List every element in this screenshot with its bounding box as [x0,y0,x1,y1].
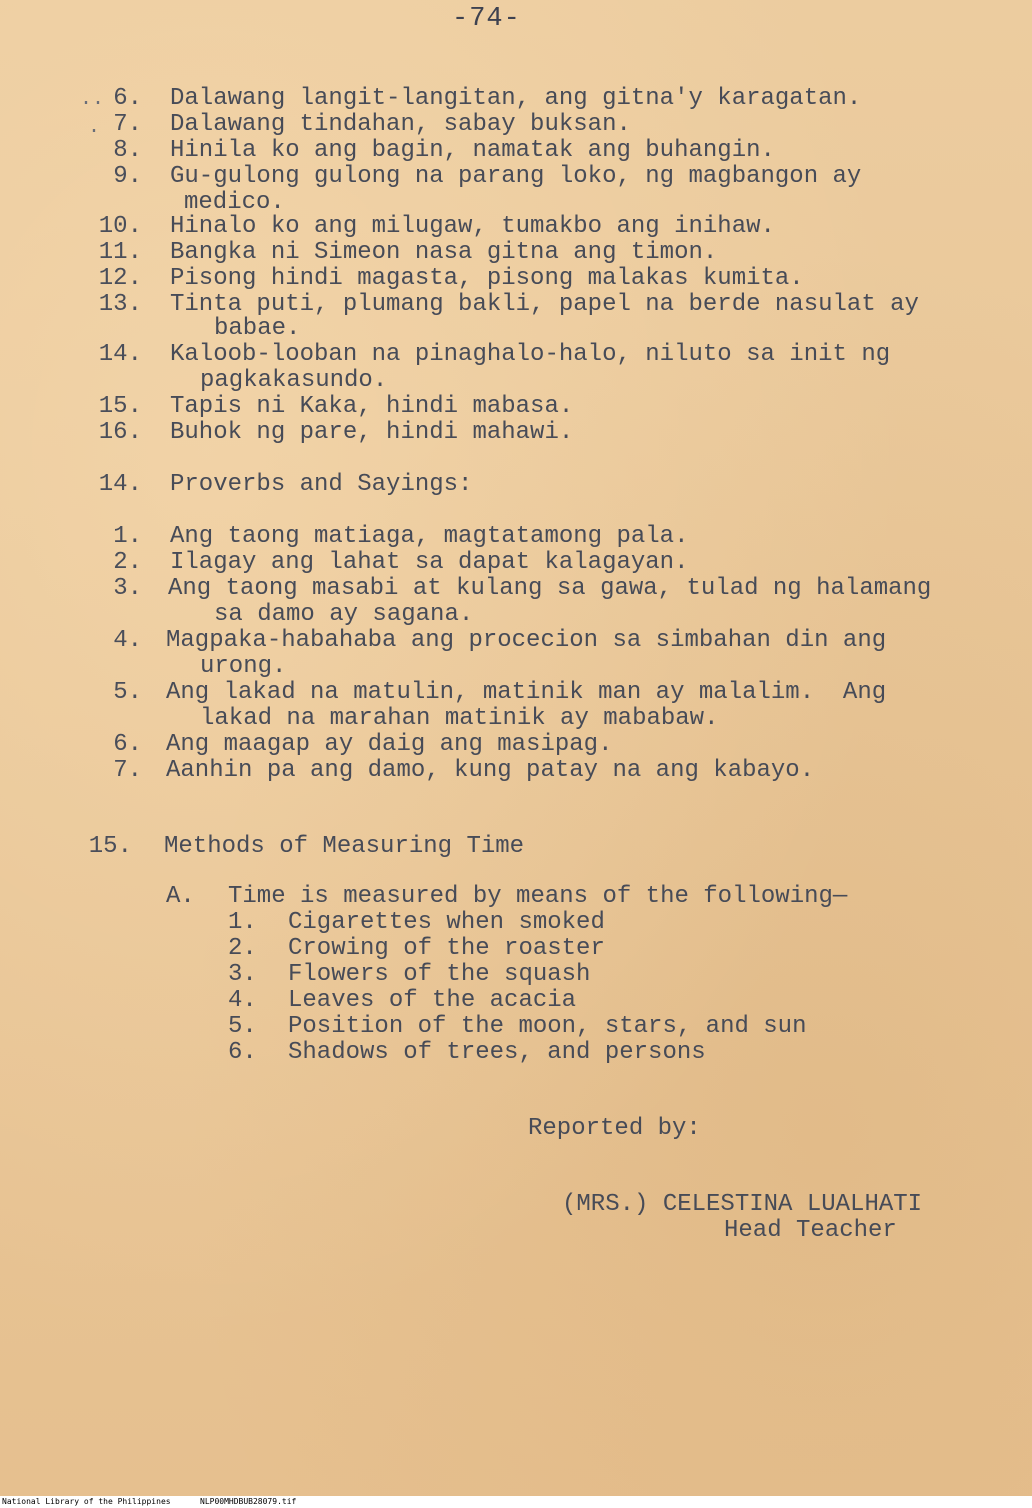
proverb-continuation: lakad na marahan matinik ay mababaw. [200,705,719,732]
proverb-number: 6. [113,731,142,758]
time-item-text: Shadows of trees, and persons [288,1039,706,1066]
time-item-number: 4. [228,987,257,1014]
riddle-number: 13. [98,291,142,318]
riddle-number: 15. [98,393,142,420]
proverb-number: 2. [113,549,142,576]
time-item-text: Position of the moon, stars, and sun [288,1013,807,1040]
riddle-text: Gu-gulong gulong na parang loko, ng magbangon ay [170,163,862,190]
riddle-text: Dalawang tindahan, sabay buksan. [170,111,631,138]
time-item-number: 3. [228,961,257,988]
riddle-number: 6. [113,85,142,112]
time-item-text: Cigarettes when smoked [288,909,605,936]
subsection-text: Time is measured by means of the following— [228,883,848,910]
reporter-title: Head Teacher [724,1217,897,1244]
proverb-number: 1. [113,523,142,550]
riddle-number: 8. [113,137,142,164]
riddle-number: 10. [98,213,142,240]
riddle-number: 7. [113,111,142,138]
time-item-number: 6. [228,1039,257,1066]
riddle-text: Kaloob-looban na pinaghalo-halo, niluto sa init ng [170,341,891,368]
proverb-text: Aanhin pa ang damo, kung patay na ang kabayo. [166,757,815,784]
proverb-text: Ang maagap ay daig ang masipag. [166,731,613,758]
riddle-text: Dalawang langit-langitan, ang gitna'y karagatan. [170,85,862,112]
reporter-name: (MRS.) CELESTINA LUALHATI [562,1191,923,1218]
riddle-number: 14. [98,341,142,368]
riddle-text: Pisong hindi magasta, pisong malakas kumita. [170,265,804,292]
riddle-text: Buhok ng pare, hindi mahawi. [170,419,574,446]
section-number: 14. [98,471,142,498]
footer-library: National Library of the Philippines [2,1497,171,1506]
riddle-continuation: medico. [184,189,285,216]
subsection-label: A. [166,883,195,910]
proverb-number: 5. [113,679,142,706]
riddle-number: 12. [98,265,142,292]
proverb-number: 3. [113,575,142,602]
riddle-number: 11. [98,239,142,266]
time-item-number: 1. [228,909,257,936]
reported-by-label: Reported by: [528,1115,701,1142]
proverb-number: 7. [113,757,142,784]
riddle-text: Bangka ni Simeon nasa gitna ang timon. [170,239,718,266]
riddle-number: 9. [113,163,142,190]
time-item-number: 5. [228,1013,257,1040]
proverb-text: Ang taong masabi at kulang sa gawa, tulad ng halamang [168,575,932,602]
stray-mark: .. [80,88,105,111]
section-heading: Proverbs and Sayings: [170,471,473,498]
proverb-continuation: urong. [200,653,287,680]
time-item-text: Leaves of the acacia [288,987,577,1014]
time-item-number: 2. [228,935,257,962]
proverb-number: 4. [113,627,142,654]
riddle-text: Tapis ni Kaka, hindi mabasa. [170,393,574,420]
page-number: -74- [452,4,521,34]
scan-footer [0,1496,1032,1508]
proverb-text: Ilagay ang lahat sa dapat kalagayan. [170,549,689,576]
riddle-number: 16. [98,419,142,446]
section-heading: Methods of Measuring Time [164,833,525,860]
proverb-text: Ang lakad na matulin, matinik man ay malalim. Ang [166,679,887,706]
riddle-continuation: pagkakasundo. [200,367,388,394]
footer-filename: NLP00MHDBUB28079.tif [200,1497,297,1506]
riddle-continuation: babae. [214,315,301,342]
riddle-text: Hinalo ko ang milugaw, tumakbo ang inihaw. [170,213,775,240]
time-item-text: Flowers of the squash [288,961,591,988]
time-item-text: Crowing of the roaster [288,935,605,962]
proverb-continuation: sa damo ay sagana. [214,601,474,628]
stray-mark: . [88,116,101,139]
riddle-text: Hinila ko ang bagin, namatak ang buhangin. [170,137,775,164]
section-number: 15. [88,833,132,860]
riddle-text: Tinta puti, plumang bakli, papel na berde nasulat ay [170,291,919,318]
proverb-text: Magpaka-habahaba ang procecion sa simbahan din ang [166,627,887,654]
proverb-text: Ang taong matiaga, magtatamong pala. [170,523,689,550]
